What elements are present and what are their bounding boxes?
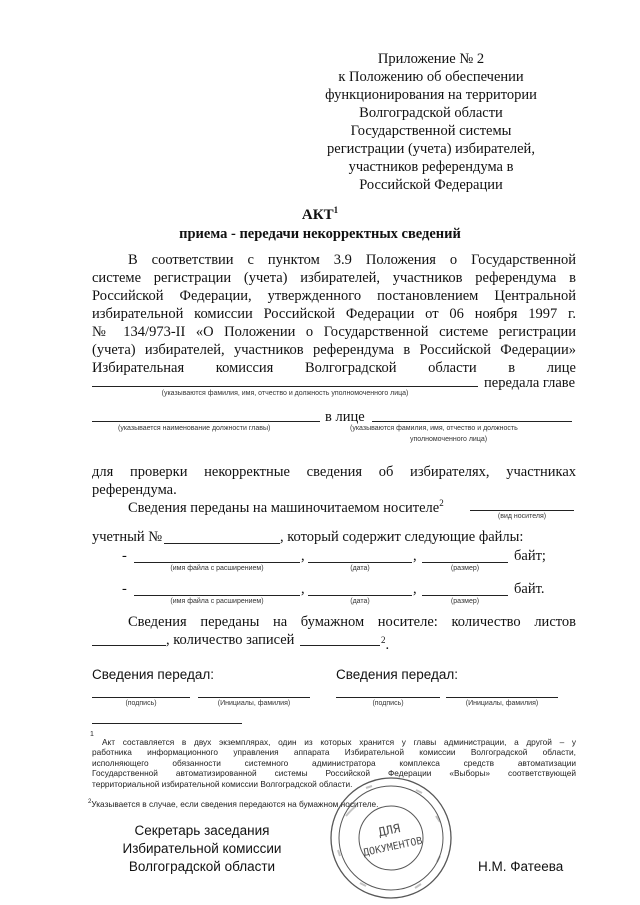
date-field[interactable]	[308, 562, 412, 563]
appendix-line: Российской Федерации	[359, 177, 503, 193]
account-number-field[interactable]	[164, 543, 280, 544]
appendix-line: к Положению об обеспечении	[338, 69, 524, 85]
closing-line: Волгоградской области	[128, 859, 276, 874]
authorized-person-field[interactable]	[92, 386, 478, 387]
machine-media-label: Сведения переданы на машиночитаемом носителе$^2$	[128, 498, 444, 516]
signature-right-label: Сведения передал:	[336, 667, 458, 682]
date-field[interactable]	[308, 595, 412, 596]
account-prefix: учетный №	[92, 529, 163, 545]
left-signature-field[interactable]	[92, 697, 190, 698]
footnote-2: $^2$Указывается в случае, если сведения передаются на бумажном носителе.	[88, 798, 379, 809]
appendix-line: Волгоградской области	[359, 105, 503, 121]
appendix-line: Приложение № 2	[377, 51, 485, 67]
appendix-line: регистрации (учета) избирателей,	[327, 141, 535, 157]
records-count-field[interactable]	[300, 645, 380, 646]
hint-filename: (имя файла с расширением)	[170, 565, 264, 572]
stamp-line-2: ДОКУМЕНТОВ	[362, 835, 424, 859]
comma: ,	[413, 548, 417, 564]
para-line: Избирательная комиссия Волгоградской области в лице	[92, 360, 576, 376]
appendix-block	[300, 50, 562, 194]
paper-end: $^2$.	[381, 635, 390, 653]
footnote-1: Акт составляется в двух экземплярах, один из которых хранится у главы администрации, а другой – у работника информационного управления аппарата Избирательной комиссии Волгоградской области, исполняющего обязанности системного администратора комплекса средств автоматизации Государственной автоматизированной системы Российской Федерации «Выборы» соответствующей территориальной избирательной комиссии Волгоградской области.	[92, 737, 576, 789]
para-line: В соответствии с пунктом 3.9 Положения о Государственной	[128, 252, 576, 268]
hint-person-2: (указываются фамилия, имя, отчество и должность	[350, 425, 518, 432]
stamp-line-1: ДЛЯ	[377, 821, 402, 840]
sheets-count-field[interactable]	[92, 645, 166, 646]
right-initials-field[interactable]	[446, 697, 558, 698]
appendix-line: функционирования на территории	[325, 87, 537, 103]
size-field[interactable]	[422, 562, 508, 563]
hint-size: (размер)	[450, 565, 480, 572]
media-type-field[interactable]	[470, 510, 574, 511]
para-line: избирательной комиссии Российской Федерации от 06 ноября 1997 г.	[92, 306, 576, 322]
signature-left-label: Сведения передал:	[92, 667, 214, 682]
para-line: (учета) избирателей, участников референдума в Российской Федерации»	[92, 342, 576, 358]
appendix-line: Государственной системы	[350, 123, 512, 139]
document-subtitle: приема - передачи некорректных сведений	[179, 226, 461, 242]
paper-line-2: , количество записей	[166, 632, 295, 648]
comma: ,	[301, 581, 305, 597]
right-signature-field[interactable]	[336, 697, 440, 698]
head-position-field[interactable]	[92, 421, 320, 422]
comma: ,	[413, 581, 417, 597]
closing-signatory	[112, 822, 292, 876]
hint-signature: (подпись)	[125, 700, 157, 707]
footnote-separator	[92, 723, 242, 724]
title-footnote-mark: 1	[333, 205, 339, 215]
hint-media-type: (вид носителя)	[497, 513, 547, 520]
hint-date: (дата)	[350, 598, 370, 605]
hint-signature: (подпись)	[372, 700, 404, 707]
document-title	[200, 205, 440, 224]
hint-head-position: (указывается наименование должности главы)	[118, 425, 271, 432]
para-line: Российской Федерации, утвержденного постановлением Центральной	[92, 288, 576, 304]
hint-initials: (Инициалы, фамилия)	[217, 700, 291, 707]
left-initials-field[interactable]	[198, 697, 310, 698]
hint-initials: (Инициалы, фамилия)	[465, 700, 539, 707]
footnote-1-mark: 1	[90, 731, 94, 738]
comma: ,	[301, 548, 305, 564]
unit-label: байт;	[514, 548, 546, 564]
account-suffix: , который содержит следующие файлы:	[280, 529, 524, 545]
closing-line: Избирательной комиссии	[122, 841, 282, 856]
size-field[interactable]	[422, 595, 508, 596]
in-person-label: в лице	[325, 409, 365, 425]
head-person-field[interactable]	[372, 421, 572, 422]
title-main: АКТ	[301, 207, 334, 223]
para-line: системе регистрации (учета) избирателей, участников референдума в	[92, 270, 576, 286]
file-row-dash: -	[122, 548, 127, 564]
para-line: № 134/973-II «О Положении о Государственной системе регистрации	[92, 324, 576, 340]
check-line: для проверки некорректные сведения об избирателях, участниках	[92, 464, 576, 480]
file-row-dash: -	[122, 581, 127, 597]
paper-line-1: Сведения переданы на бумажном носителе: количество листов	[128, 614, 576, 630]
hint-filename: (имя файла с расширением)	[170, 598, 264, 605]
hint-person: (указываются фамилия, имя, отчество и должность уполномоченного лица)	[161, 390, 409, 397]
stamp-seal	[326, 776, 456, 901]
unit-label: байт.	[514, 581, 545, 597]
hint-date: (дата)	[350, 565, 370, 572]
filename-field[interactable]	[134, 595, 300, 596]
hint-person-2-cont: уполномоченного лица)	[410, 436, 488, 443]
hint-size: (размер)	[450, 598, 480, 605]
appendix-line: участников референдума в	[348, 159, 514, 175]
signatory-name: Н.М. Фатеева	[478, 859, 564, 874]
closing-line: Секретарь заседания	[134, 823, 270, 838]
filename-field[interactable]	[134, 562, 300, 563]
main-paragraph	[92, 251, 576, 377]
check-line: референдума.	[92, 482, 177, 498]
transferred-to-head-label: передала главе	[484, 375, 576, 391]
